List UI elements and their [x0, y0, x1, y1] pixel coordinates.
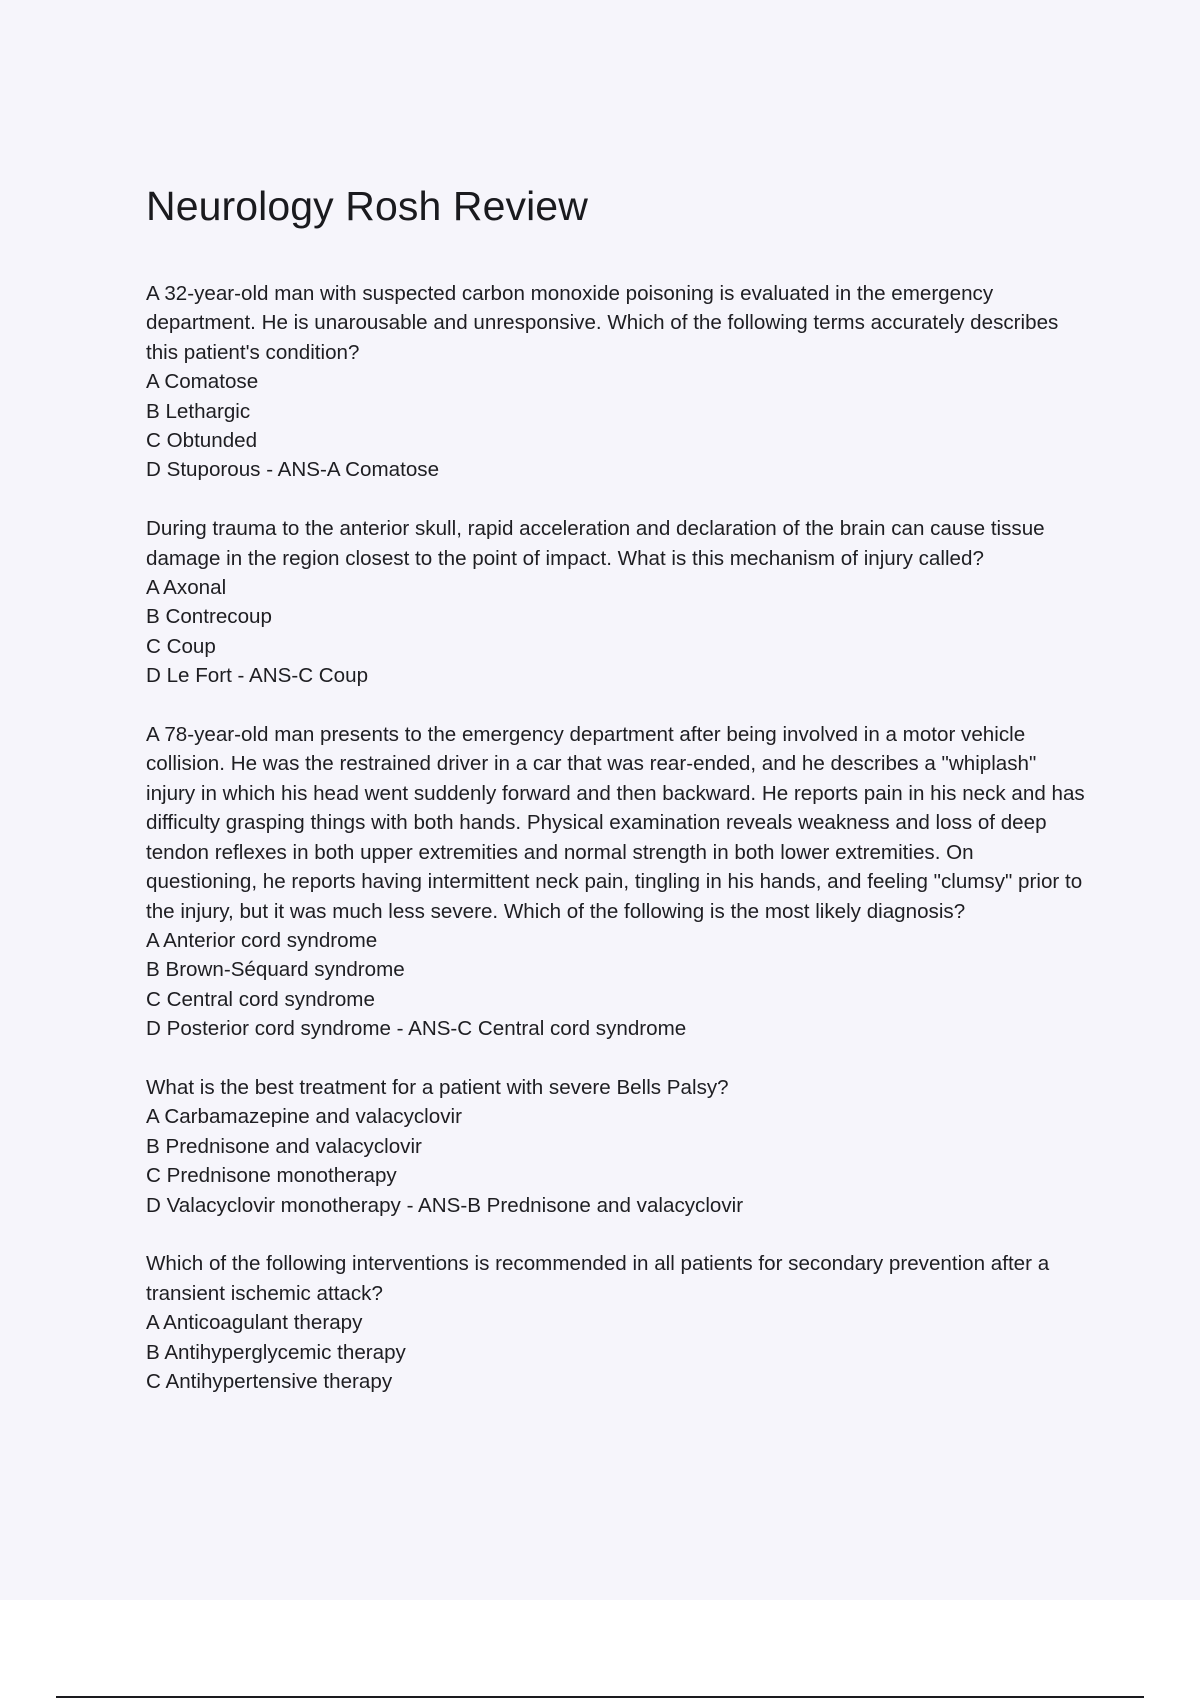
- question-stem: A 32-year-old man with suspected carbon monoxide poisoning is evaluated in the emergency department. He is unarousable and unresponsive. Which of the following terms accurately describes this patient's condition?: [146, 282, 1059, 364]
- answer-option-a: A Carbamazepine and valacyclovir: [146, 1105, 462, 1129]
- question-1: [146, 279, 1086, 485]
- question-stem: During trauma to the anterior skull, rapid acceleration and declaration of the brain can cause tissue damage in the region closest to the point of impact. What is this mechanism of injury called?: [146, 517, 1045, 570]
- answer-option-d: D Valacyclovir monotherapy - ANS-B Prednisone and valacyclovir: [146, 1193, 744, 1217]
- answer-option-a: A Comatose: [146, 370, 259, 394]
- answer-option-b: B Lethargic: [146, 399, 251, 423]
- answer-option-d: D Posterior cord syndrome - ANS-C Central cord syndrome: [146, 1017, 687, 1041]
- answer-option-c: C Prednisone monotherapy: [146, 1164, 397, 1188]
- answer-option-b: B Brown-Séquard syndrome: [146, 958, 405, 982]
- question-list: [146, 279, 1086, 1426]
- question-3: [146, 720, 1086, 1043]
- document-title: Neurology Rosh Review: [146, 183, 588, 229]
- answer-option-d: D Le Fort - ANS-C Coup: [146, 664, 369, 688]
- answer-option-c: C Coup: [146, 634, 216, 658]
- answer-option-b: B Antihyperglycemic therapy: [146, 1340, 406, 1364]
- answer-option-d: D Stuporous - ANS-A Comatose: [146, 458, 440, 482]
- page-bottom-divider: [56, 1696, 1144, 1698]
- answer-option-c: C Antihypertensive therapy: [146, 1369, 393, 1393]
- question-stem: A 78-year-old man presents to the emergency department after being involved in a motor vehicle collision. He was the restrained driver in a car that was rear-ended, and he describes a "whiplash" injury in which his head went suddenly forward and then backward. He reports pain in his neck and has difficulty grasping things with both hands. Physical examination reveals weakness and loss of deep tendon reflexes in both upper extremities and normal strength in both lower extremities. On questioning, he reports having intermittent neck pain, tingling in his hands, and feeling "clumsy" prior to the injury, but it was much less severe. Which of the following is the most likely diagnosis?: [146, 723, 1085, 923]
- question-5: [146, 1249, 1086, 1396]
- question-4: [146, 1073, 1086, 1220]
- answer-option-c: C Central cord syndrome: [146, 987, 375, 1011]
- answer-option-a: A Anticoagulant therapy: [146, 1311, 363, 1335]
- answer-option-b: B Contrecoup: [146, 605, 272, 629]
- answer-option-b: B Prednisone and valacyclovir: [146, 1134, 422, 1158]
- answer-option-a: A Axonal: [146, 576, 227, 600]
- question-stem: What is the best treatment for a patient with severe Bells Palsy?: [146, 1075, 729, 1099]
- answer-option-a: A Anterior cord syndrome: [146, 928, 378, 952]
- answer-option-c: C Obtunded: [146, 429, 258, 453]
- question-stem: Which of the following interventions is recommended in all patients for secondary prevention after a transient ischemic attack?: [146, 1252, 1050, 1305]
- question-2: [146, 514, 1086, 690]
